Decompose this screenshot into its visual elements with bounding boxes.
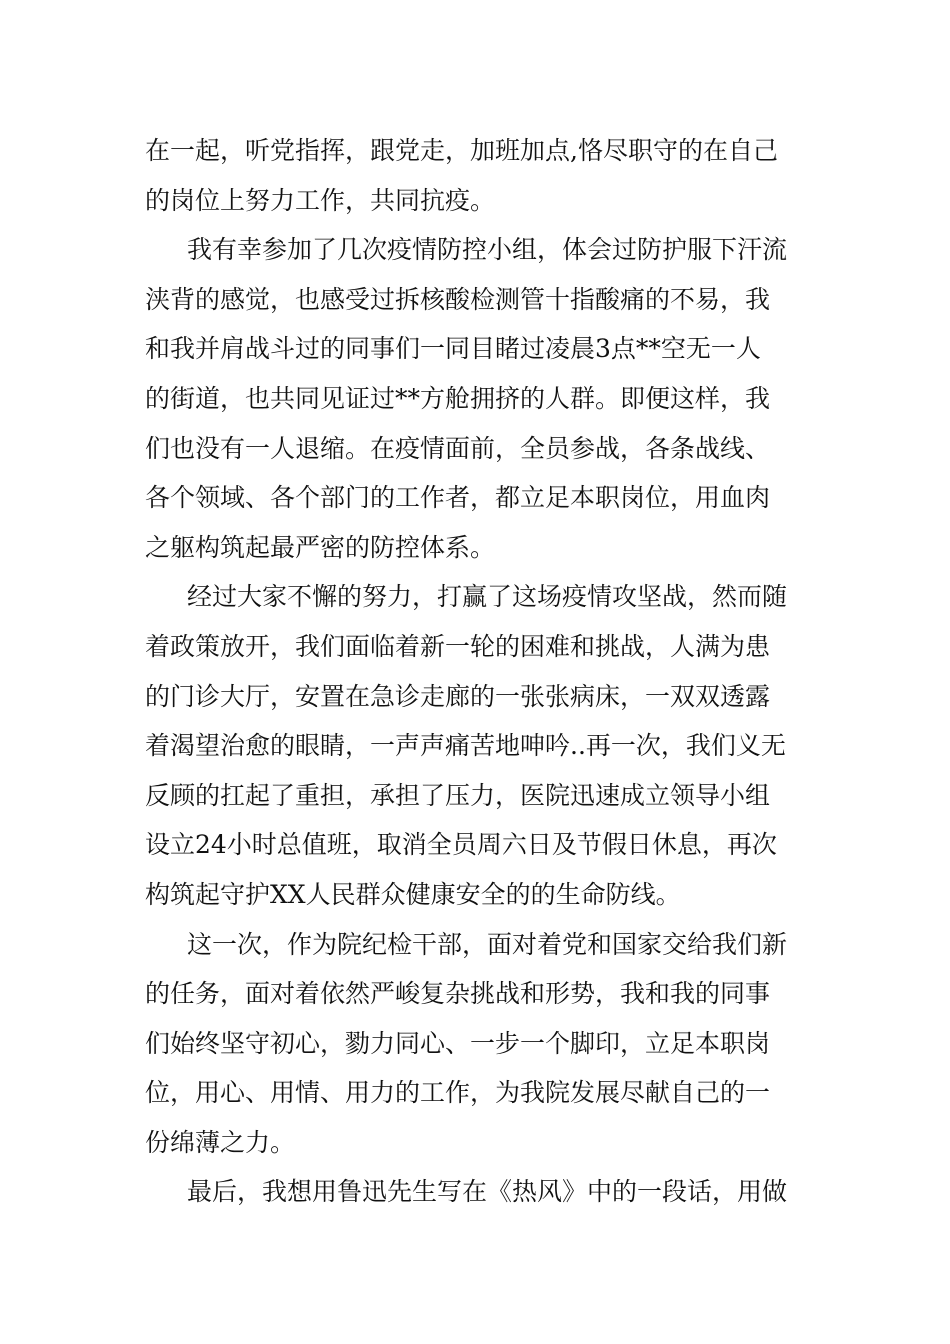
text-line: 位，用心、用情、用力的工作，为我院发展尽献自己的一: [145, 1078, 771, 1108]
text-line: 这一次，作为院纪检干部，面对着党和国家交给我们新: [187, 929, 788, 959]
text-line: 我有幸参加了几次疫情防控小组，体会过防护服下汗流: [187, 235, 788, 265]
text-line: 构筑起守护XX人民群众健康安全的的生命防线。: [145, 879, 681, 909]
text-line: 的任务，面对着依然严峻复杂挑战和形势，我和我的同事: [145, 979, 771, 1009]
text-line: 们始终坚守初心，勠力同心、一步一个脚印，立足本职岗: [145, 1028, 771, 1058]
paragraph: [145, 225, 810, 572]
paragraph: [145, 126, 810, 225]
text-line: 份绵薄之力。: [145, 1127, 296, 1157]
text-line: 经过大家不懈的努力，打赢了这场疫情攻坚战，然而随: [187, 582, 788, 612]
text-line: 最后，我想用鲁迅先生写在《热风》中的一段话，用做: [187, 1177, 788, 1207]
text-line: 之躯构筑起最严密的防控体系。: [145, 532, 496, 562]
text-line: 着渴望治愈的眼睛，一声声痛苦地呻吟..再一次，我们义无: [145, 731, 786, 761]
text-line: 反顾的扛起了重担，承担了压力，医院迅速成立领导小组: [145, 780, 771, 810]
text-line: 设立24小时总值班，取消全员周六日及节假日休息，再次: [145, 830, 777, 860]
paragraph: [145, 920, 810, 1168]
text-line: 各个领域、各个部门的工作者，都立足本职岗位，用血肉: [145, 483, 771, 513]
text-line: 浃背的感觉，也感受过拆核酸检测管十指酸痛的不易，我: [145, 284, 771, 314]
text-line: 们也没有一人退缩。在疫情面前，全员参战，各条战线、: [145, 433, 771, 463]
text-line: 和我并肩战斗过的同事们一同目睹过凌晨3点**空无一人: [145, 334, 761, 364]
text-line: 的岗位上努力工作，共同抗疫。: [145, 185, 496, 215]
paragraph: [145, 572, 810, 919]
document-body: [145, 126, 810, 1217]
text-line: 的门诊大厅，安置在急诊走廊的一张张病床，一双双透露: [145, 681, 771, 711]
text-line: 在一起，听党指挥，跟党走，加班加点,恪尽职守的在自己: [145, 136, 778, 165]
paragraph: [145, 1167, 810, 1217]
text-line: 的街道，也共同见证过**方舱拥挤的人群。即便这样，我: [145, 383, 771, 413]
text-line: 着政策放开，我们面临着新一轮的困难和挑战，人满为患: [145, 631, 771, 661]
